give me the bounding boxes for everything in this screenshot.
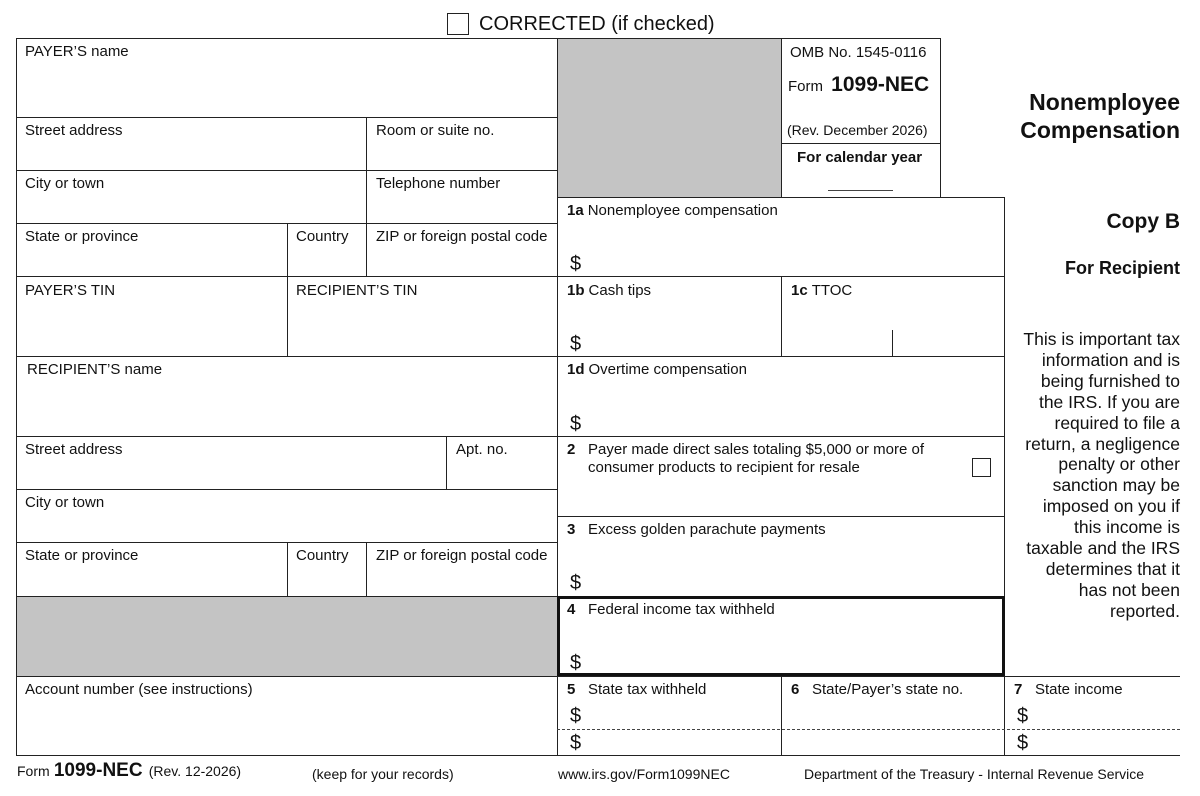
calendar-year-label: For calendar year xyxy=(797,149,923,166)
box1a-top xyxy=(557,197,1005,198)
country-divider-payer xyxy=(287,223,288,357)
recipient-street-bottom xyxy=(16,489,557,490)
payer-state-label: State or province xyxy=(25,228,139,245)
payer-tin-label: PAYER’S TIN xyxy=(25,282,116,299)
form-top-border xyxy=(16,38,941,39)
notice-line: information and is xyxy=(1041,349,1180,370)
shaded-area-left xyxy=(16,597,558,676)
box1b-1c-divider xyxy=(781,276,782,357)
omb-right-border xyxy=(940,38,941,198)
box1a-label xyxy=(567,202,778,220)
payer-phone-label: Telephone number xyxy=(376,175,501,192)
recipient-street-label: Street address xyxy=(25,441,123,458)
payer-country-label: Country xyxy=(296,228,349,245)
box1a-number: 1a xyxy=(567,202,584,219)
box5-number: 5 xyxy=(567,681,576,698)
box4-dollar: $ xyxy=(570,652,582,674)
box1a-dollar: $ xyxy=(570,253,582,275)
footer-url[interactable]: www.irs.gov/Form1099NEC xyxy=(558,766,730,782)
apt-divider xyxy=(446,436,447,490)
box2-checkbox[interactable] xyxy=(972,458,991,477)
box1b-label xyxy=(567,282,651,300)
box1c-inner-divider xyxy=(892,330,893,357)
footer-form-number: 1099-NEC xyxy=(53,760,143,781)
box4-number: 4 xyxy=(567,601,576,618)
notice-line: reported. xyxy=(1109,600,1180,621)
box1d-dollar: $ xyxy=(570,413,582,435)
country-divider-recipient xyxy=(287,542,288,597)
notice-line: has not been xyxy=(1078,579,1180,600)
box1d-label xyxy=(567,361,747,379)
payer-zip-label: ZIP or foreign postal code xyxy=(376,228,548,245)
state-dashed-line xyxy=(557,729,1180,730)
notice-line: required to file a xyxy=(1054,412,1180,433)
box5-6-divider xyxy=(781,676,782,756)
box1c-text: TTOC xyxy=(811,282,853,299)
form-title-line2: Compensation xyxy=(1020,117,1180,143)
payer-name-label: PAYER’S name xyxy=(25,43,129,60)
recipient-country-label: Country xyxy=(296,547,349,564)
copy-top-line xyxy=(940,197,1005,198)
notice-line: determines that it xyxy=(1045,558,1180,579)
account-number-label: Account number (see instructions) xyxy=(25,681,253,698)
box1c-label xyxy=(791,282,852,300)
box7-dollar-1: $ xyxy=(1017,705,1029,727)
room-divider xyxy=(366,117,367,224)
box3-number: 3 xyxy=(567,521,576,538)
box5-dollar-1: $ xyxy=(570,705,582,727)
box7-dollar-2: $ xyxy=(1017,732,1029,754)
form-number: 1099-NEC xyxy=(831,73,930,96)
box1b-number: 1b xyxy=(567,282,585,299)
footer-form-word: Form xyxy=(17,763,50,779)
notice-line: the IRS. If you are xyxy=(1038,391,1180,412)
recipient-name-bottom xyxy=(16,436,557,437)
box3-dollar: $ xyxy=(570,572,582,594)
payer-street-bottom xyxy=(16,170,557,171)
box4-bottom-row xyxy=(557,676,1180,677)
box2-number: 2 xyxy=(567,441,576,458)
notice-line: sanction may be xyxy=(1052,475,1180,496)
box2-bottom xyxy=(557,516,1005,517)
corrected-checkbox[interactable] xyxy=(447,13,469,35)
form-left-border xyxy=(16,38,17,756)
notice-line: taxable and the IRS xyxy=(1026,538,1180,559)
notice-line: this income is xyxy=(1073,517,1180,538)
omb-number: OMB No. 1545-0116 xyxy=(790,44,927,61)
form-header-number xyxy=(788,73,930,96)
box1d-bottom xyxy=(557,436,1005,437)
box2-line2: consumer products to recipient for resale xyxy=(588,459,860,476)
box3-label: Excess golden parachute payments xyxy=(588,521,826,538)
box4-label: Federal income tax withheld xyxy=(588,601,775,618)
box5-dollar-2: $ xyxy=(570,732,582,754)
form-title-line1: Nonemployee xyxy=(1029,89,1180,115)
form-revision: (Rev. December 2026) xyxy=(787,122,928,138)
copy-notice xyxy=(990,329,1180,622)
notice-line: being furnished to xyxy=(1040,370,1180,391)
footer-keep: (keep for your records) xyxy=(312,766,454,782)
zip-divider-payer xyxy=(366,223,367,277)
box6-label: State/Payer’s state no. xyxy=(812,681,964,698)
shaded-bottom xyxy=(16,676,557,677)
payer-street-label: Street address xyxy=(25,122,123,139)
box1d-number: 1d xyxy=(567,361,585,378)
box7-label: State income xyxy=(1035,681,1123,698)
box1c-number: 1c xyxy=(791,282,808,299)
footer-revision: (Rev. 12-2026) xyxy=(148,763,242,779)
notice-line: This is important tax xyxy=(1023,329,1180,349)
recipient-zip-label: ZIP or foreign postal code xyxy=(376,547,548,564)
calendar-year-field[interactable] xyxy=(828,190,893,191)
recipient-name-label: RECIPIENT’S name xyxy=(27,361,163,378)
box2-line1: Payer made direct sales totaling $5,000 or more of xyxy=(588,441,925,458)
form-word: Form xyxy=(788,78,823,95)
box1b-dollar: $ xyxy=(570,333,582,355)
footer-agency: Department of the Treasury - Internal Revenue Service xyxy=(804,766,1145,782)
recipient-city-label: City or town xyxy=(25,494,105,511)
copy-subtitle: For Recipient xyxy=(1064,258,1180,278)
box1a-text: Nonemployee compensation xyxy=(587,202,778,219)
recipient-apt-label: Apt. no. xyxy=(456,441,508,458)
box1d-text: Overtime compensation xyxy=(588,361,747,378)
notice-line: imposed on you if xyxy=(1042,496,1180,517)
recipient-state-label: State or province xyxy=(25,547,139,564)
shaded-area-top xyxy=(558,39,781,197)
footer-form-id xyxy=(17,762,241,781)
payer-room-label: Room or suite no. xyxy=(376,122,495,139)
form-title xyxy=(1020,88,1180,144)
notice-line: return, a negligence xyxy=(1025,433,1180,454)
form-bottom-border xyxy=(16,755,1180,756)
box6-number: 6 xyxy=(791,681,800,698)
box1b-bottom xyxy=(557,356,1005,357)
box1b-text: Cash tips xyxy=(588,282,652,299)
notice-line: penalty or other xyxy=(1058,454,1180,475)
zip-divider-recipient xyxy=(366,542,367,597)
box7-number: 7 xyxy=(1014,681,1023,698)
recipient-tin-label: RECIPIENT’S TIN xyxy=(296,282,418,299)
box5-label: State tax withheld xyxy=(588,681,707,698)
omb-left-border xyxy=(781,38,782,198)
calendar-year-top xyxy=(781,143,941,144)
copy-title: Copy B xyxy=(1106,210,1180,233)
payer-city-label: City or town xyxy=(25,175,105,192)
corrected-label: CORRECTED (if checked) xyxy=(479,13,715,35)
payer-name-bottom xyxy=(16,117,557,118)
